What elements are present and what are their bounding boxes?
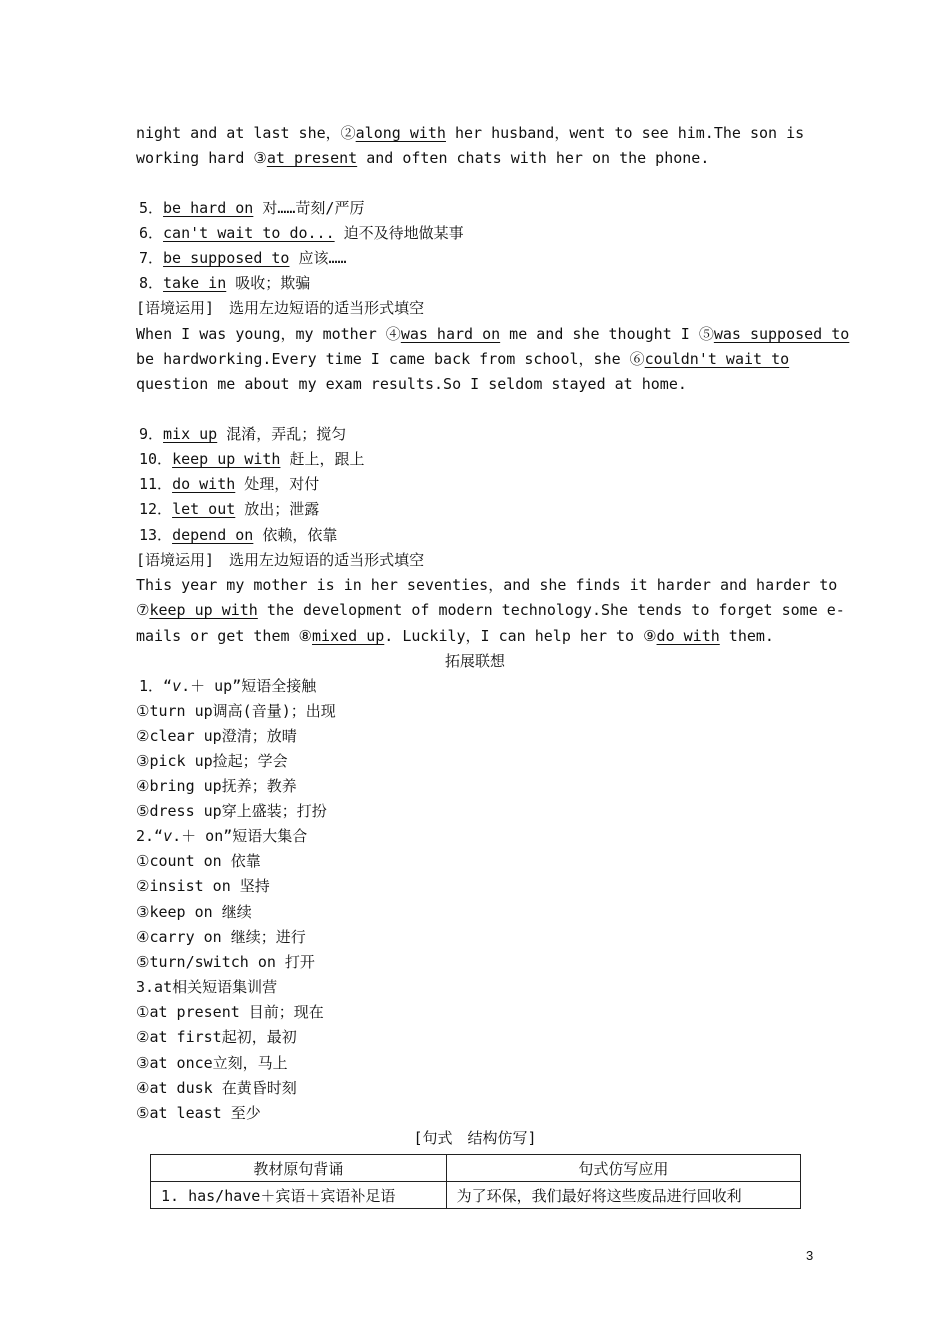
phrase-item xyxy=(139,273,310,293)
phrase-answer: be supposed to xyxy=(163,249,290,267)
section-title: [句式 结构仿写] xyxy=(413,1129,537,1147)
item-number: 8． xyxy=(139,274,164,292)
phrase-meaning: 放出；泄露 xyxy=(235,500,320,518)
phrase-item xyxy=(139,248,347,268)
table-cell: 1. has/have＋宾语＋宾语补足语 xyxy=(151,1182,447,1209)
phrase-answer: depend on xyxy=(172,526,254,544)
list-item: ②clear up澄清；放晴 xyxy=(136,727,297,745)
sentence-table xyxy=(150,1154,801,1209)
phrase-meaning: 依赖，依靠 xyxy=(253,526,338,544)
list-item: ①count on 依靠 xyxy=(136,852,261,870)
phrase-answer: mix up xyxy=(163,425,218,443)
phrase-item xyxy=(139,449,364,469)
table-cell: 为了环保，我们最好将这些废品进行回收利 xyxy=(446,1182,800,1209)
phrase-meaning: 应该…… xyxy=(289,249,347,267)
passage-text: . Luckily，I can help her to ⑨ xyxy=(384,627,657,645)
passage-text: When I was young，my mother ④ xyxy=(136,325,401,343)
heading-text: .＋ up”短语全接触 xyxy=(181,677,317,695)
list-item: ④at dusk 在黄昏时刻 xyxy=(136,1079,297,1097)
list-item: ②insist on 坚持 xyxy=(136,877,270,895)
list-item: ④carry on 继续；进行 xyxy=(136,928,306,946)
phrase-item xyxy=(139,223,464,243)
passage-text: the development of modern technology.She tends to forget some e- xyxy=(257,601,845,619)
passage-text: her husband，went to see him.The son is xyxy=(445,124,805,142)
phrase-meaning: 混淆，弄乱；搅匀 xyxy=(217,425,347,443)
phrase-answer: keep up with xyxy=(172,450,281,468)
item-number: 13． xyxy=(139,526,173,544)
section-title: 拓展联想 xyxy=(444,652,505,670)
item-number: 12． xyxy=(139,500,173,518)
list-item: ③pick up捡起；学会 xyxy=(136,752,288,770)
table-header-cell: 教材原句背诵 xyxy=(151,1155,447,1182)
passage-line xyxy=(136,600,845,620)
item-number: 9． xyxy=(139,425,164,443)
item-number: 6． xyxy=(139,224,164,242)
phrase-item xyxy=(139,198,364,218)
item-number: 7． xyxy=(139,249,164,267)
verb-symbol: v xyxy=(163,827,173,845)
passage-text: night and at last she，② xyxy=(136,124,356,142)
list-item: ⑤dress up穿上盛装；打扮 xyxy=(136,802,327,820)
answer-blank: couldn't wait to xyxy=(644,350,790,368)
item-number: 10． xyxy=(139,450,173,468)
list-item: ②at first起初，最初 xyxy=(136,1028,297,1046)
passage-text: ⑦ xyxy=(136,601,150,619)
passage-line xyxy=(136,324,849,344)
context-title: [语境运用] 选用左边短语的适当形式填空 xyxy=(136,299,425,317)
passage-text: me and she thought I ⑤ xyxy=(500,325,714,343)
passage-line: question me about my exam results.So I seldom stayed at home. xyxy=(136,375,687,393)
phrase-item xyxy=(139,525,337,545)
phrase-answer: can't wait to do... xyxy=(163,224,335,242)
context-title: [语境运用] 选用左边短语的适当形式填空 xyxy=(136,551,425,569)
list-item: ③keep on 继续 xyxy=(136,903,252,921)
table-header-row xyxy=(151,1155,801,1182)
answer-blank: do with xyxy=(656,627,720,645)
table-header-cell: 句式仿写应用 xyxy=(446,1155,800,1182)
phrase-meaning: 迫不及待地做某事 xyxy=(334,224,464,242)
list-item: ⑤at least 至少 xyxy=(136,1104,261,1122)
passage-line xyxy=(136,123,804,143)
extension-heading: 3.at相关短语集训营 xyxy=(136,978,278,996)
phrase-meaning: 赶上，跟上 xyxy=(280,450,365,468)
item-number: 11． xyxy=(139,475,173,493)
extension-heading xyxy=(136,826,307,846)
item-number: 5． xyxy=(139,199,164,217)
list-item: ④bring up抚养；教养 xyxy=(136,777,297,795)
answer-blank: keep up with xyxy=(149,601,258,619)
phrase-item xyxy=(139,499,319,519)
page-number: 3 xyxy=(806,1248,814,1263)
phrase-answer: be hard on xyxy=(163,199,254,217)
phrase-answer: do with xyxy=(172,475,236,493)
passage-line xyxy=(136,349,789,369)
phrase-item xyxy=(139,424,346,444)
verb-symbol: v xyxy=(172,677,182,695)
answer-blank: was hard on xyxy=(400,325,501,343)
heading-text: .＋ on”短语大集合 xyxy=(172,827,308,845)
table-row xyxy=(151,1182,801,1209)
answer-blank: at present xyxy=(266,149,358,167)
passage-text: working hard ③ xyxy=(136,149,267,167)
list-item: ③at once立刻，马上 xyxy=(136,1054,288,1072)
phrase-answer: take in xyxy=(163,274,227,292)
answer-blank: mixed up xyxy=(312,627,385,645)
passage-line xyxy=(136,148,709,168)
phrase-answer: let out xyxy=(172,500,236,518)
phrase-item xyxy=(139,474,319,494)
extension-heading xyxy=(139,676,316,696)
answer-blank: was supposed to xyxy=(713,325,850,343)
passage-text: and often chats with her on the phone. xyxy=(357,149,710,167)
list-item: ①turn up调高(音量)；出现 xyxy=(136,702,336,720)
passage-text: mails or get them ⑧ xyxy=(136,627,313,645)
passage-text: them. xyxy=(719,627,774,645)
list-item: ①at present 目前；现在 xyxy=(136,1003,324,1021)
phrase-meaning: 吸收；欺骗 xyxy=(226,274,311,292)
passage-line xyxy=(136,626,774,646)
heading-text: 2.“ xyxy=(136,827,164,845)
phrase-meaning: 处理，对付 xyxy=(235,475,320,493)
phrase-meaning: 对……苛刻/严厉 xyxy=(253,199,365,217)
passage-text: be hardworking.Every time I came back from school，she ⑥ xyxy=(136,350,645,368)
passage-line: This year my mother is in her seventies，and she finds it harder and harder to xyxy=(136,576,838,594)
list-item: ⑤turn/switch on 打开 xyxy=(136,953,315,971)
heading-text: 1．“ xyxy=(139,677,173,695)
answer-blank: along with xyxy=(355,124,446,142)
